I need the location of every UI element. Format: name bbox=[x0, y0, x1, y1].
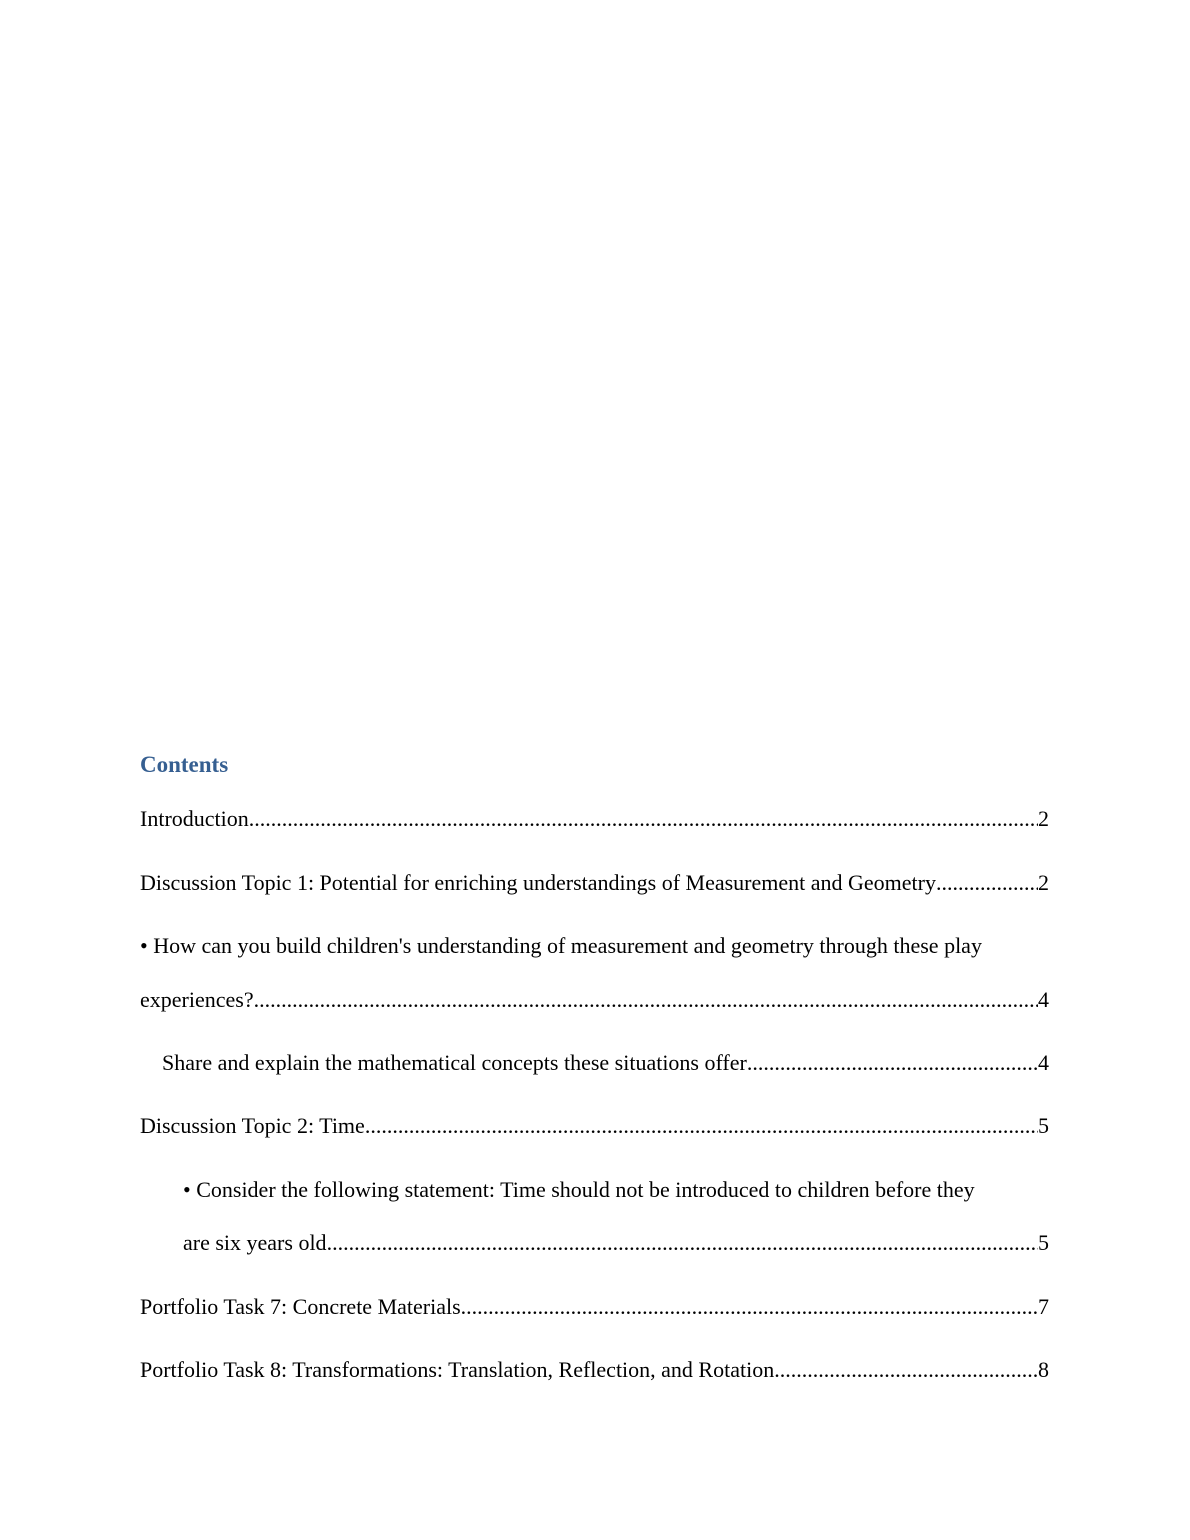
toc-page-number: 8 bbox=[1038, 1357, 1049, 1382]
toc-dot-leader bbox=[461, 1293, 1038, 1321]
toc-entry-label: are six years old bbox=[183, 1230, 327, 1255]
toc-entry-label: Introduction bbox=[140, 806, 249, 831]
toc-entry-label: Discussion Topic 2: Time bbox=[140, 1113, 365, 1138]
toc-dot-leader bbox=[774, 1356, 1038, 1384]
toc-entry-introduction[interactable] bbox=[140, 805, 1049, 833]
toc-page-number: 4 bbox=[1038, 1050, 1049, 1075]
toc-page-number: 5 bbox=[1038, 1230, 1049, 1255]
toc-entry-build-understanding[interactable] bbox=[140, 986, 1049, 1014]
toc-entry-label: experiences? bbox=[140, 987, 254, 1012]
toc-dot-leader bbox=[936, 869, 1038, 897]
toc-entry-discussion-topic-1[interactable] bbox=[140, 869, 1049, 897]
toc-heading: Contents bbox=[140, 752, 229, 777]
toc-entry-share-and-explain[interactable] bbox=[162, 1049, 1049, 1077]
toc-entry-consider-statement[interactable] bbox=[183, 1229, 1049, 1257]
toc-entry-label-line1[interactable]: • How can you build children's understanding of measurement and geometry through these play bbox=[140, 933, 982, 958]
toc-entry-label-line1[interactable]: • Consider the following statement: Time should not be introduced to children before they bbox=[183, 1177, 975, 1202]
toc-entry-label: Discussion Topic 1: Potential for enriching understandings of Measurement and Geometry bbox=[140, 870, 936, 895]
toc-entry-label: Portfolio Task 7: Concrete Materials bbox=[140, 1294, 461, 1319]
toc-entry-label: Share and explain the mathematical concepts these situations offer bbox=[162, 1050, 747, 1075]
toc-dot-leader bbox=[747, 1049, 1038, 1077]
toc-entry-discussion-topic-2[interactable] bbox=[140, 1112, 1049, 1140]
toc-page-number: 2 bbox=[1038, 806, 1049, 831]
toc-page-number: 2 bbox=[1038, 870, 1049, 895]
toc-page-number: 7 bbox=[1038, 1294, 1049, 1319]
toc-page-number: 4 bbox=[1038, 987, 1049, 1012]
toc-dot-leader bbox=[327, 1229, 1038, 1257]
toc-entry-portfolio-task-7[interactable] bbox=[140, 1293, 1049, 1321]
toc-page-number: 5 bbox=[1038, 1113, 1049, 1138]
toc-dot-leader bbox=[365, 1112, 1038, 1140]
toc-dot-leader bbox=[254, 986, 1038, 1014]
toc-entry-label: Portfolio Task 8: Transformations: Translation, Reflection, and Rotation bbox=[140, 1357, 775, 1382]
toc-dot-leader bbox=[249, 805, 1038, 833]
toc-entry-portfolio-task-8[interactable] bbox=[140, 1356, 1049, 1384]
